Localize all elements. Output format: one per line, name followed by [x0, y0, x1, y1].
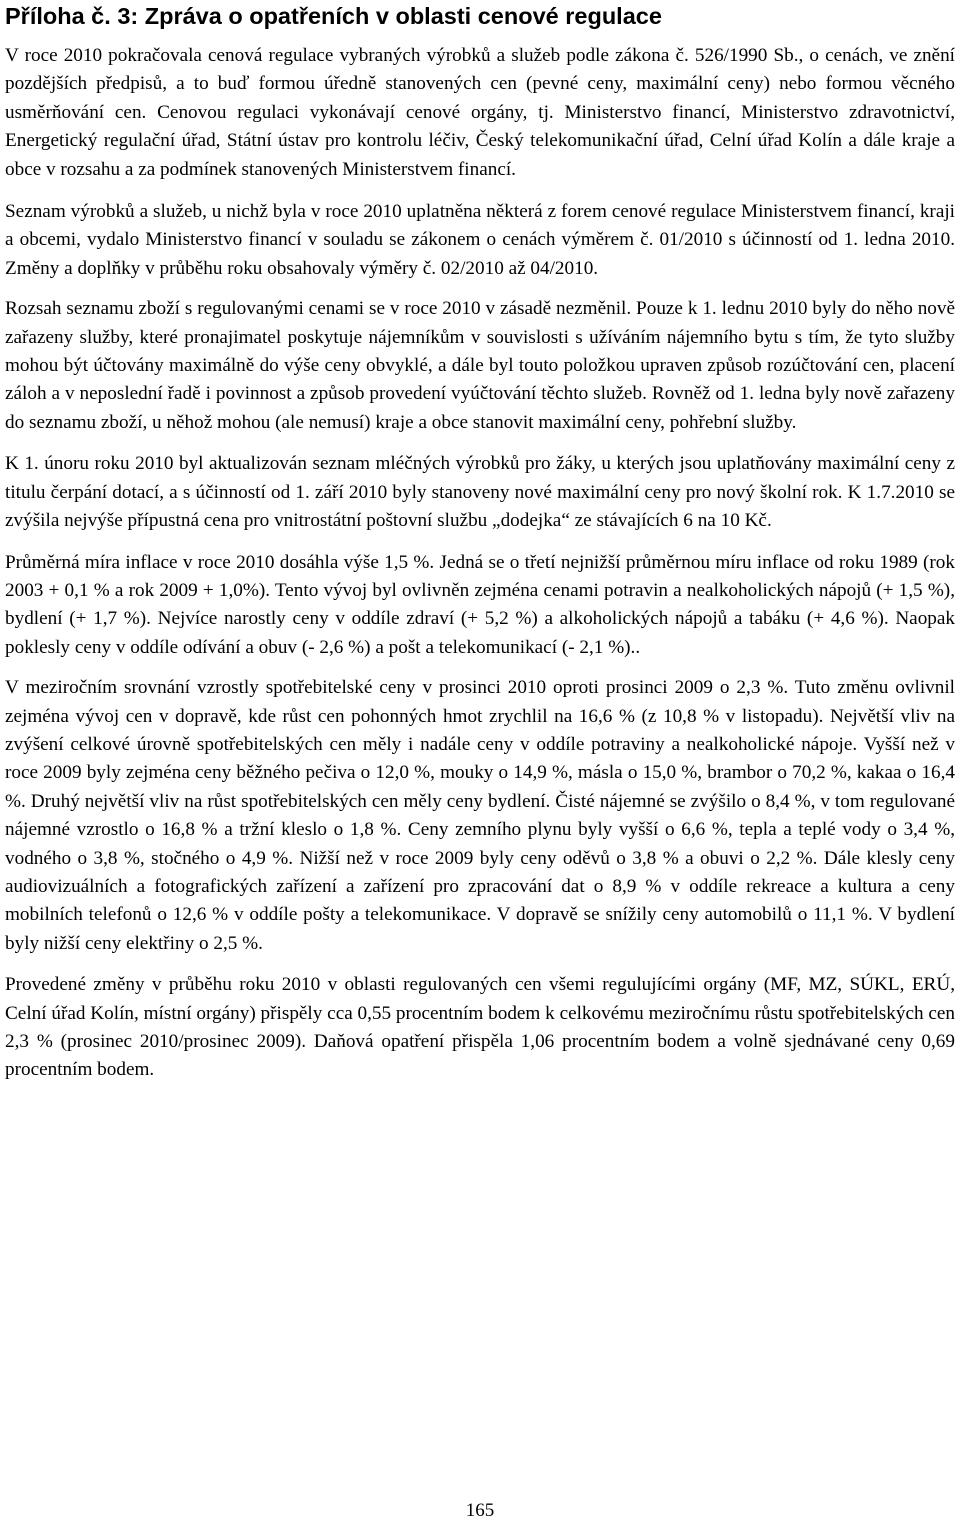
paragraph-list-of-products: Seznam výrobků a služeb, u nichž byla v roce 2010 uplatněna některá z forem cenové regulace Ministerstvem financí, kraji a obcemi, vydalo Ministerstvo financí v souladu se zákonem o cenách výměrem č. 01/2010 s účinností od 1. ledna 2010. Změny a doplňky v průběhu roku obsahovaly výměry č. 02/2010 až 04/2010.	[5, 201, 955, 279]
page-number: 165	[465, 1500, 495, 1521]
paragraph-scope-of-regulated-goods: Rozsah seznamu zboží s regulovanými cenami se v roce 2010 v zásadě nezměnil. Pouze k 1. lednu 2010 byly do něho nově zařazeny služby, které pronajimatel poskytuje nájemníkům v souvislosti s užíváním nájemního bytu s tím, že tyto služby mohou být účtovány maximálně do výše ceny obvyklé, a dále byl touto položkou upraven způsob rozúčtování cen, placení záloh a v neposlední řadě i povinnost a způsob provedení vyúčtování těchto služeb. Rovněž od 1. ledna byly nově zařazeny do seznamu zboží, u něhož mohou (ale nemusí) kraje a obce stanovit maximální ceny, pohřební služby.	[5, 298, 955, 433]
paragraph-dairy-products-and-postal: K 1. únoru roku 2010 byl aktualizován seznam mléčných výrobků pro žáky, u kterých jsou uplatňovány maximální ceny z titulu čerpání dotací, a s účinností od 1. září 2010 byly stanoveny nové maximální ceny pro nový školní rok. K 1.7.2010 se zvýšila nejvýše přípustná cena pro vnitrostátní poštovní službu „dodejka“ ze stávajících 6 na 10 Kč.	[5, 453, 955, 532]
paragraph-year-on-year-comparison: V meziročním srovnání vzrostly spotřebitelské ceny v prosinci 2010 oproti prosinci 2009 o 2,3 %. Tuto změnu ovlivnil zejména vývoj cen v dopravě, kde růst cen pohonných hmot zrychlil na 16,6 % (z 10,8 % v listopadu). Největší vliv na zvýšení celkové úrovně spotřebitelských cen měly i nadále ceny v oddíle potraviny a nealkoholické nápoje. Vyšší než v roce 2009 byly zejména ceny běžného pečiva o 12,0 %, mouky o 14,9 %, másla o 15,0 %, brambor o 70,2 %, kakaa o 16,4 %. Druhý největší vliv na růst spotřebitelských cen měly ceny bydlení. Čisté nájemné se zvýšilo o 8,4 %, v tom regulované nájemné vzrostlo o 16,8 % a tržní kleslo o 1,8 %. Ceny zemního plynu byly vyšší o 6,6 %, tepla a teplé vody o 3,4 %, vodného o 3,8 %, stočného o 4,9 %. Nižší než v roce 2009 byly ceny oděvů o 3,8 % a obuvi o 2,2 %. Dále klesly ceny audiovizuálních a fotografických zařízení a zařízení pro zpracování dat o 8,9 % v oddíle rekreace a kultura a ceny mobilních telefonů o 12,6 % v oddíle pošty a telekomunikace. V dopravě se snížily ceny automobilů o 11,1 %. V bydlení byly nižší ceny elektřiny o 2,5 %.	[5, 677, 955, 954]
paragraph-average-inflation: Průměrná míra inflace v roce 2010 dosáhla výše 1,5 %. Jedná se o třetí nejnižší průměrnou míru inflace od roku 1989 (rok 2003 + 0,1 % a rok 2009 + 1,0%). Tento vývoj byl ovlivněn zejména cenami potravin a nealkoholických nápojů (+ 1,5 %), bydlení (+ 1,7 %). Nejvíce narostly ceny v oddíle zdraví (+ 5,2 %) a alkoholických nápojů a tabáku (+ 4,6 %). Naopak poklesly ceny v oddíle odívání a obuv (- 2,6 %) a pošt a telekomunikací (- 2,1 %)..	[5, 551, 955, 658]
paragraph-contribution-of-changes: Provedené změny v průběhu roku 2010 v oblasti regulovaných cen všemi regulujícími orgány (MF, MZ, SÚKL, ERÚ, Celní úřad Kolín, místní orgány) přispěly cca 0,55 procentním bodem k celkovému meziročnímu růstu spotřebitelských cen 2,3 % (prosinec 2010/prosinec 2009). Daňová opatření přispěla 1,06 procentním bodem a volně sjednávané ceny 0,69 procentním bodem.	[5, 974, 955, 1081]
document-page	[5, 0, 955, 1085]
paragraph-price-regulation-overview: V roce 2010 pokračovala cenová regulace vybraných výrobků a služeb podle zákona č. 526/1990 Sb., o cenách, ve znění pozdějších předpisů, a to buď formou úředně stanovených cen (pevné ceny, maximální ceny) nebo formou věcného usměrňování cen. Cenovou regulaci vykonávají cenové orgány, tj. Ministerstvo financí, Ministerstvo zdravotnictví, Energetický regulační úřad, Státní ústav pro kontrolu léčiv, Český telekomunikační úřad, Celní úřad Kolín a dále kraje a obce v rozsahu a za podmínek stanovených Ministerstvem financí.	[5, 45, 955, 180]
document-title: Příloha č. 3: Zpráva o opatřeních v oblasti cenové regulace	[5, 3, 662, 29]
